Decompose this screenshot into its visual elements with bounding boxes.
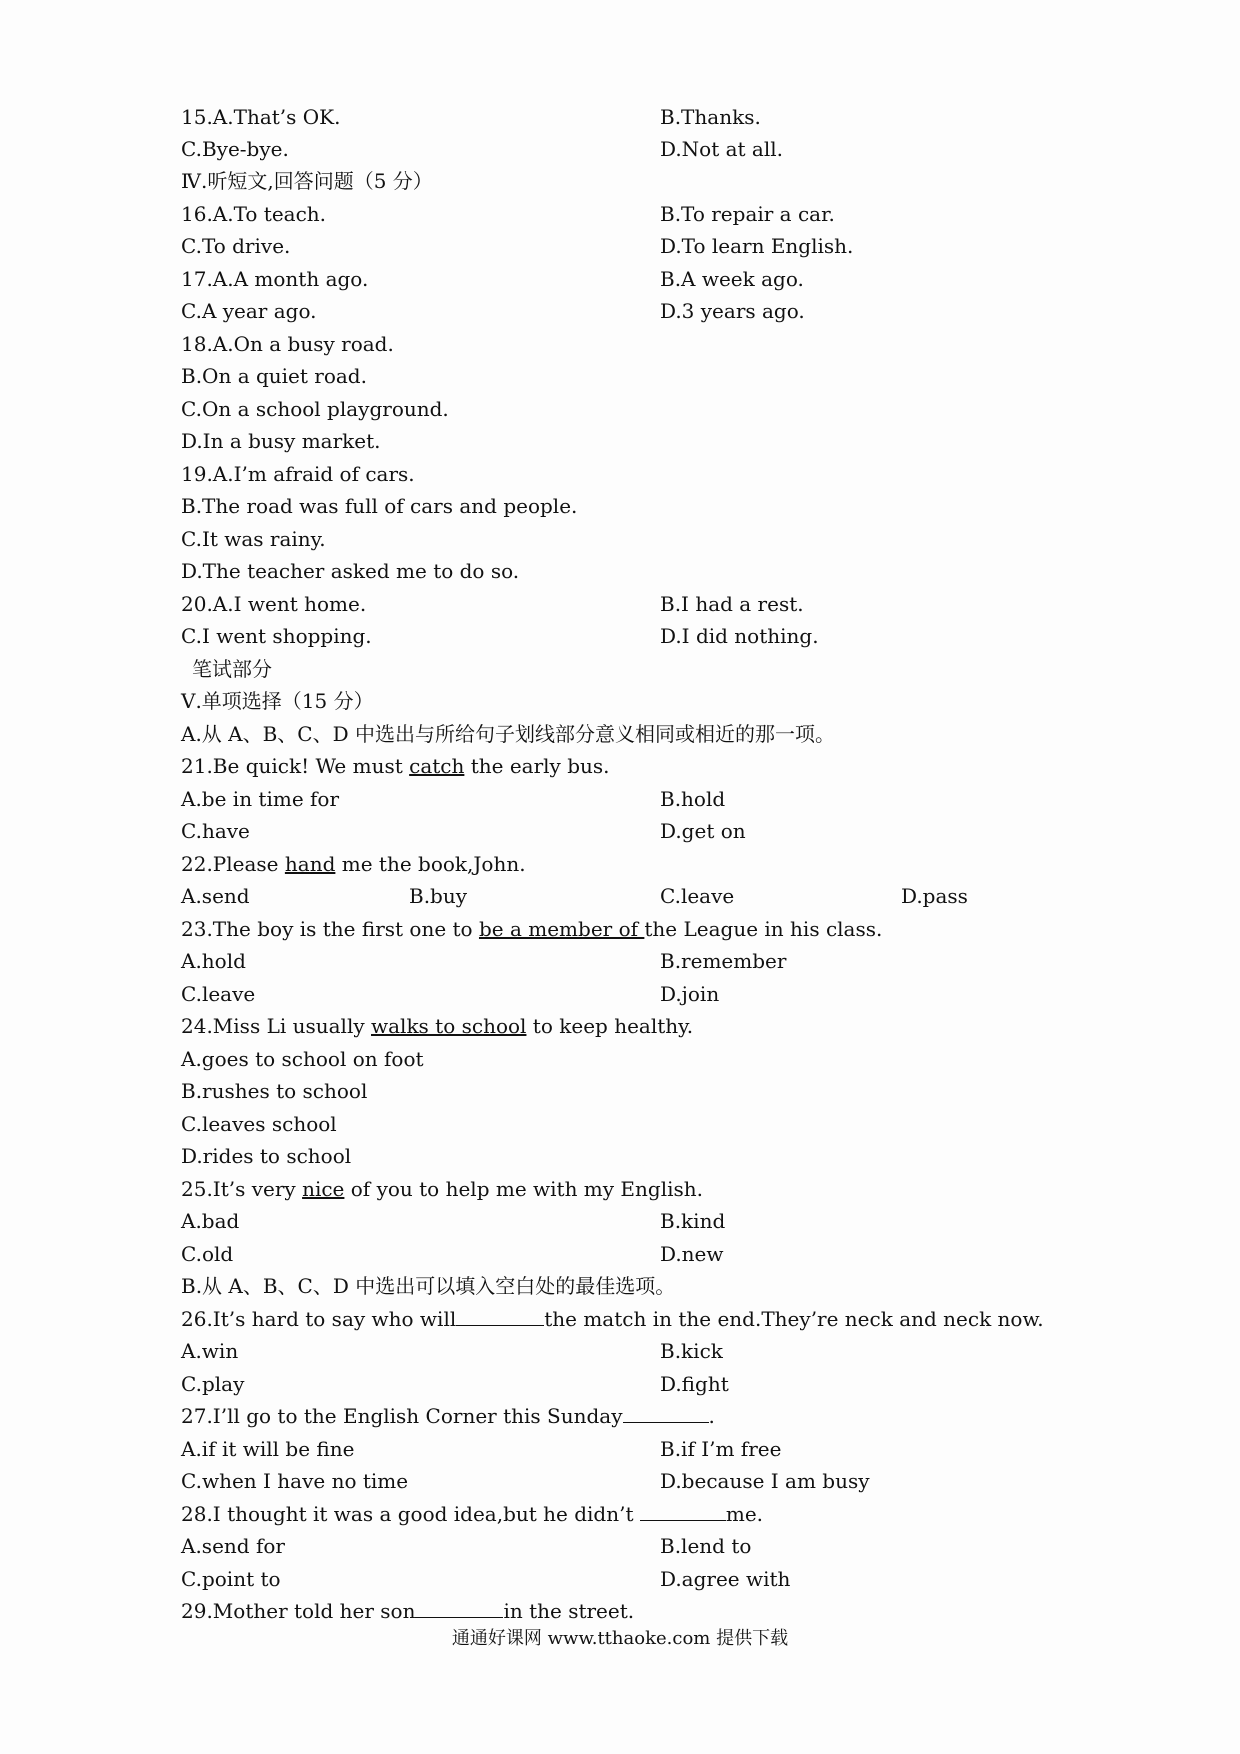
q28-stem-post: me. — [725, 1502, 764, 1526]
q27-stem-pre: 27.I’ll go to the English Corner this Sunday — [181, 1404, 623, 1428]
section-5-heading: Ⅴ.单项选择（15 分） — [181, 689, 374, 713]
q19-option-a: 19.A.I’m afraid of cars. — [181, 462, 415, 486]
q16-option-c: C.To drive. — [181, 234, 291, 258]
q17-option-d: D.3 years ago. — [660, 299, 805, 323]
q21-stem-post: the early bus. — [464, 754, 610, 778]
q19-option-c: C.It was rainy. — [181, 527, 326, 551]
q21-option-d: D.get on — [660, 819, 746, 843]
q27-option-d: D.because I am busy — [660, 1469, 870, 1493]
q24-option-c: C.leaves school — [181, 1112, 337, 1136]
q27-option-a: A.if it will be fine — [181, 1437, 355, 1461]
q24-stem — [181, 1013, 693, 1039]
page-footer: 通通好课网 www.tthaoke.com 提供下载 — [451, 1628, 789, 1649]
q17-option-b: B.A week ago. — [660, 267, 804, 291]
q24-stem-post: to keep healthy. — [526, 1014, 694, 1038]
q21-underlined: catch — [409, 754, 465, 778]
q29-stem-post: in the street. — [503, 1599, 635, 1623]
q20-option-c: C.I went shopping. — [181, 624, 372, 648]
q27-blank — [623, 1404, 709, 1423]
q22-stem-pre: 22.Please — [181, 852, 285, 876]
q26-blank — [456, 1307, 544, 1326]
q28-blank — [640, 1502, 726, 1521]
q15-option-a: 15.A.That’s OK. — [181, 105, 341, 129]
q18-option-b: B.On a quiet road. — [181, 364, 367, 388]
q15-option-b: B.Thanks. — [660, 105, 761, 129]
q28-option-a: A.send for — [181, 1534, 285, 1558]
q22-stem-post: me the book,John. — [335, 852, 526, 876]
q21-stem-pre: 21.Be quick! We must — [181, 754, 410, 778]
q16-option-a: 16.A.To teach. — [181, 202, 327, 226]
q26-option-a: A.win — [181, 1339, 239, 1363]
q23-underlined: be a member of — [478, 917, 645, 941]
q24-option-a: A.goes to school on foot — [181, 1047, 424, 1071]
q18-option-d: D.In a busy market. — [181, 429, 381, 453]
q20-option-b: B.I had a rest. — [660, 592, 804, 616]
part-a-instruction: A.从 A、B、C、D 中选出与所给句子划线部分意义相同或相近的那一项。 — [181, 722, 835, 746]
q23-stem-post: the League in his class. — [644, 917, 883, 941]
q25-stem-pre: 25.It’s very — [181, 1177, 303, 1201]
q23-stem-pre: 23.The boy is the first one to — [181, 917, 479, 941]
q25-option-d: D.new — [660, 1242, 724, 1266]
q27-option-b: B.if I’m free — [660, 1437, 782, 1461]
q19-option-b: B.The road was full of cars and people. — [181, 494, 578, 518]
q23-option-c: C.leave — [181, 982, 256, 1006]
q21-option-c: C.have — [181, 819, 250, 843]
q27-stem-post: . — [708, 1404, 715, 1428]
q22-option-d: D.pass — [901, 884, 968, 908]
q23-option-b: B.remember — [660, 949, 787, 973]
q21-stem — [181, 753, 610, 779]
q21-option-a: A.be in time for — [181, 787, 340, 811]
q24-underlined: walks to school — [371, 1014, 527, 1038]
q22-option-a: A.send — [181, 884, 250, 908]
q26-stem — [181, 1306, 1044, 1332]
q23-stem — [181, 916, 882, 942]
q18-option-a: 18.A.On a busy road. — [181, 332, 394, 356]
q26-option-d: D.fight — [660, 1372, 729, 1396]
q28-stem — [181, 1501, 763, 1527]
q28-option-c: C.point to — [181, 1567, 281, 1591]
q20-option-a: 20.A.I went home. — [181, 592, 367, 616]
q28-option-b: B.lend to — [660, 1534, 752, 1558]
q24-option-b: B.rushes to school — [181, 1079, 368, 1103]
q25-stem — [181, 1176, 703, 1202]
q21-option-b: B.hold — [660, 787, 726, 811]
q17-option-a: 17.A.A month ago. — [181, 267, 369, 291]
part-b-instruction: B.从 A、B、C、D 中选出可以填入空白处的最佳选项。 — [181, 1274, 676, 1298]
q20-option-d: D.I did nothing. — [660, 624, 819, 648]
q16-option-b: B.To repair a car. — [660, 202, 835, 226]
q29-blank — [415, 1599, 503, 1618]
q25-stem-post: of you to help me with my English. — [344, 1177, 703, 1201]
q29-stem-pre: 29.Mother told her son — [181, 1599, 416, 1623]
q16-option-d: D.To learn English. — [660, 234, 854, 258]
q26-stem-pre: 26.It’s hard to say who will — [181, 1307, 457, 1331]
section-4-heading: Ⅳ.听短文,回答问题（5 分） — [181, 169, 433, 193]
q17-option-c: C.A year ago. — [181, 299, 317, 323]
q25-option-a: A.bad — [181, 1209, 240, 1233]
written-part-heading: 笔试部分 — [192, 657, 272, 681]
q28-option-d: D.agree with — [660, 1567, 791, 1591]
q28-stem-pre: 28.I thought it was a good idea,but he didn’t — [181, 1502, 640, 1526]
q24-option-d: D.rides to school — [181, 1144, 352, 1168]
q24-stem-pre: 24.Miss Li usually — [181, 1014, 371, 1038]
q15-option-d: D.Not at all. — [660, 137, 784, 161]
q25-option-b: B.kind — [660, 1209, 726, 1233]
q29-stem — [181, 1598, 634, 1624]
q22-stem — [181, 851, 526, 877]
q22-option-c: C.leave — [660, 884, 735, 908]
q22-option-b: B.buy — [409, 884, 468, 908]
q22-underlined: hand — [284, 852, 336, 876]
q18-option-c: C.On a school playground. — [181, 397, 449, 421]
q25-underlined: nice — [302, 1177, 345, 1201]
q27-stem — [181, 1403, 715, 1429]
q26-option-c: C.play — [181, 1372, 245, 1396]
q27-option-c: C.when I have no time — [181, 1469, 409, 1493]
q26-stem-post: the match in the end.They’re neck and neck now. — [544, 1307, 1044, 1331]
q19-option-d: D.The teacher asked me to do so. — [181, 559, 520, 583]
q26-option-b: B.kick — [660, 1339, 723, 1363]
q15-option-c: C.Bye-bye. — [181, 137, 289, 161]
q23-option-a: A.hold — [181, 949, 246, 973]
q23-option-d: D.join — [660, 982, 720, 1006]
q25-option-c: C.old — [181, 1242, 234, 1266]
